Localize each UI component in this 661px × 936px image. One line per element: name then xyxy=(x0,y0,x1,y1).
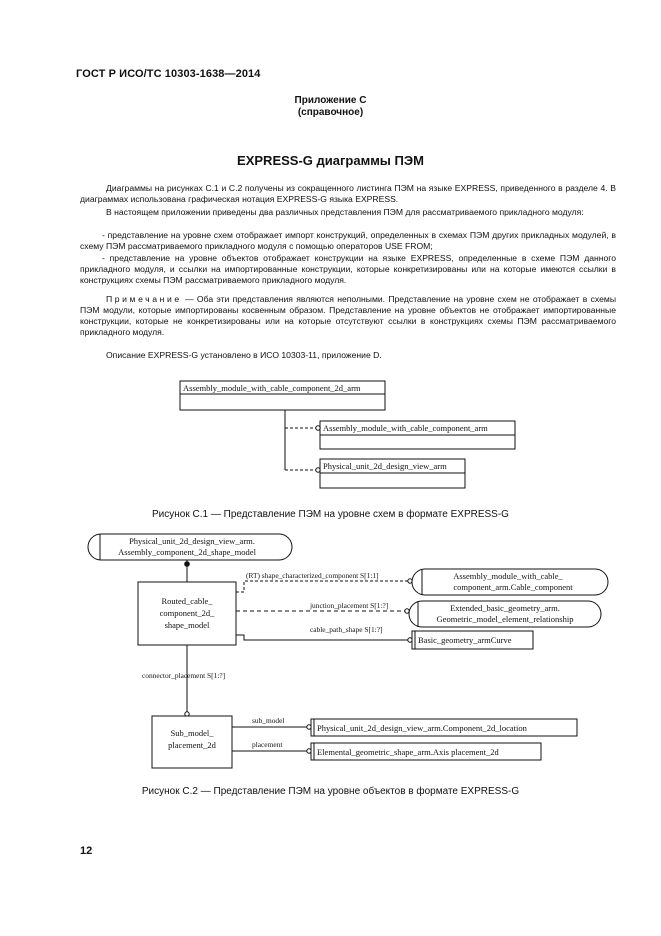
note-paragraph xyxy=(80,294,616,338)
rel-junction-placement: junction_placement S[1:?] xyxy=(310,601,389,610)
note-label: Примечание xyxy=(106,294,182,304)
sub-line2: placement_2d xyxy=(168,740,216,750)
ext-ref-5-label: Elemental_geometric_shape_arm.Axis placement_2d xyxy=(317,747,499,757)
routed-line2: component_2d_ xyxy=(159,608,215,618)
figure-1-diagram xyxy=(0,370,661,500)
ext-ref-2-line1: Extended_basic_geometry_arm. xyxy=(450,603,560,613)
ext-ref-2-line2: Geometric_model_element_relationship xyxy=(436,614,574,624)
paragraph-3: - представление на уровне схем отображает импорт конструкций, определенных в схемах ПЭМ других прикладных модулей, в схему ПЭМ рассматриваемого прикладного модуля с помощью операторов USE FROM; xyxy=(80,230,616,251)
figure-2-diagram xyxy=(0,525,661,775)
note-text: — Оба эти представления являются неполными. Представление на уровне схем не отображает в схемы ПЭМ модули, которые импортированы косвенным образом. Представление на уровне объектов не отображает импортированные конструкции, которые не конкретизированы или на которые отсутствуют ссылки в конструкциях схемы ПЭМ рассматриваемого прикладного модуля. xyxy=(80,294,616,337)
paragraph-2: В настоящем приложении приведены два различных представления ПЭМ для рассматриваемого прикладного модуля: xyxy=(106,207,584,217)
rel2-circle xyxy=(405,609,409,613)
schema-ref-label-1: Assembly_module_with_cable_component_arm xyxy=(323,423,488,433)
ext-ref-1-line2: component_arm.Cable_component xyxy=(453,582,573,592)
figure-1-caption: Рисунок С.1 — Представление ПЭМ на уровне схем в формате EXPRESS-G xyxy=(152,509,509,520)
ext-ref-4-label: Physical_unit_2d_design_view_arm.Component_2d_location xyxy=(317,723,527,733)
paragraph-1: Диаграммы на рисунках С.1 и С.2 получены из сокращенного листинга ПЭМ на языке EXPRESS, приведенного в разделе 4. В диаграммах использована графическая нотация EXPRESS-G языка EXPRESS. xyxy=(80,183,616,204)
ext-ref-1-line1: Assembly_module_with_cable_ xyxy=(453,571,563,581)
appendix-heading xyxy=(0,95,661,119)
document-header: ГОСТ Р ИСО/ТС 10303-1638—2014 xyxy=(76,68,261,80)
appendix-note: (справочное) xyxy=(297,107,364,118)
figure-2-caption: Рисунок С.2 — Представление ПЭМ на уровне объектов в формате EXPRESS-G xyxy=(141,786,520,797)
rel-sub-model: sub_model xyxy=(252,716,285,725)
routed-line3: shape_model xyxy=(164,620,210,630)
appendix-label: Приложение С xyxy=(294,95,367,106)
routed-line1: Routed_cable_ xyxy=(161,596,213,606)
top-ref-dot xyxy=(184,561,190,567)
schema-main-label: Assembly_module_with_cable_component_2d_arm xyxy=(183,383,361,393)
rel-shape-characterized: (RT) shape_characterized_component S[1:1] xyxy=(246,571,379,580)
page-title: EXPRESS-G диаграммы ПЭМ xyxy=(237,153,424,168)
ext-ref-3-label: Basic_geometry_armCurve xyxy=(418,635,512,645)
rel-connector-placement: connector_placement S[1:?] xyxy=(142,671,226,680)
rel-placement: placement xyxy=(252,740,283,749)
sub-line1: Sub_model_ xyxy=(170,728,214,738)
top-ref-line2: Assembly_component_2d_shape_model xyxy=(118,547,256,557)
schema-ref-label-2: Physical_unit_2d_design_view_arm xyxy=(323,461,447,471)
paragraph-5: Описание EXPRESS-G установлено в ИСО 10303-11, приложение D. xyxy=(106,350,382,360)
rel-cable-path-shape: cable_path_shape S[1:?] xyxy=(310,625,383,634)
page-number: 12 xyxy=(80,845,93,857)
paragraph-4: - представление на уровне объектов отображает конструкции на языке EXPRESS, определенные в схеме ПЭМ данного прикладного модуля, и ссылки на импортированные конструкции, которые конкретизированы или на которые имеются ссылки в конструкциях схемы ПЭМ рассматриваемого прикладного модуля. xyxy=(80,253,616,285)
top-ref-line1: Physical_unit_2d_design_view_arm. xyxy=(129,536,255,546)
